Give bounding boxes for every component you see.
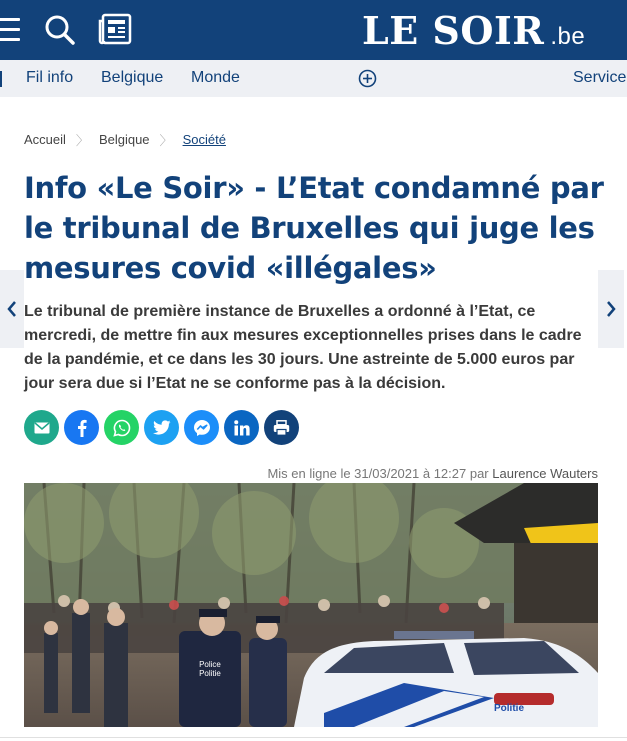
nav-item-fil-info[interactable]: Fil info [26,69,74,86]
svg-text:Police: Police [199,660,221,669]
search-icon[interactable] [44,14,76,46]
svg-text:Politie: Politie [199,669,221,678]
linkedin-icon [234,420,250,436]
messenger-icon [193,419,211,437]
chevron-right-icon [605,300,617,318]
nav-item-monde[interactable]: Monde [191,69,240,86]
chevron-right-icon: 〉 [75,133,89,148]
chevron-right-icon: 〉 [159,133,173,148]
printer-icon [273,420,290,436]
nav-item-services[interactable]: Service [573,69,627,86]
next-article-button[interactable] [598,270,624,348]
main-nav [0,60,627,97]
share-messenger-button[interactable] [184,410,219,445]
menu-icon[interactable] [0,18,20,42]
share-whatsapp-button[interactable] [104,410,139,445]
share-twitter-button[interactable] [144,410,179,445]
article-lead: Le tribunal de première instance de Bruxelles a ordonné à l’Etat, ce mercredi, de mettre fin aux mesures exceptionnelles prises dans le cadre de la pandémie, et ce dans les 30 jours. Une astreinte de 5.000 euros par jour sera due si l’Etat ne se conforme pas à la décision. [24,303,582,392]
nav-divider [0,71,2,87]
share-linkedin-button[interactable] [224,410,259,445]
print-button[interactable] [264,410,299,445]
top-header [0,0,627,60]
chevron-left-icon [6,300,18,318]
breadcrumb [24,130,226,149]
divider [0,737,627,738]
breadcrumb-item-current[interactable]: Société [182,132,226,147]
newspaper-icon[interactable] [98,13,132,45]
article-photo [24,483,598,727]
article-title: Info «Le Soir» - L’Etat condamné par le tribunal de Bruxelles qui juge les mesures covid «illégales» [24,171,604,285]
publish-date: Mis en ligne le 31/03/2021 à 12:27 par [267,466,493,481]
author-name[interactable]: Laurence Wauters [492,466,598,481]
whatsapp-icon [113,419,131,437]
logo-tld: .be [550,23,586,50]
facebook-icon [77,419,87,437]
article-meta [150,466,598,481]
share-email-button[interactable] [24,410,59,445]
previous-article-button[interactable] [0,270,24,348]
svg-text:Politie: Politie [494,703,525,714]
share-facebook-button[interactable] [64,410,99,445]
plus-circle-icon[interactable] [358,69,377,88]
nav-item-belgique[interactable]: Belgique [101,69,164,86]
breadcrumb-item-accueil[interactable]: Accueil [24,132,66,147]
logo-main: LE SOIR [362,8,545,53]
breadcrumb-item-belgique[interactable]: Belgique [98,132,150,147]
twitter-icon [153,420,171,435]
crowd-park-police-image [24,483,598,727]
envelope-icon [34,422,50,434]
site-logo[interactable] [362,8,585,53]
share-bar [24,410,299,445]
